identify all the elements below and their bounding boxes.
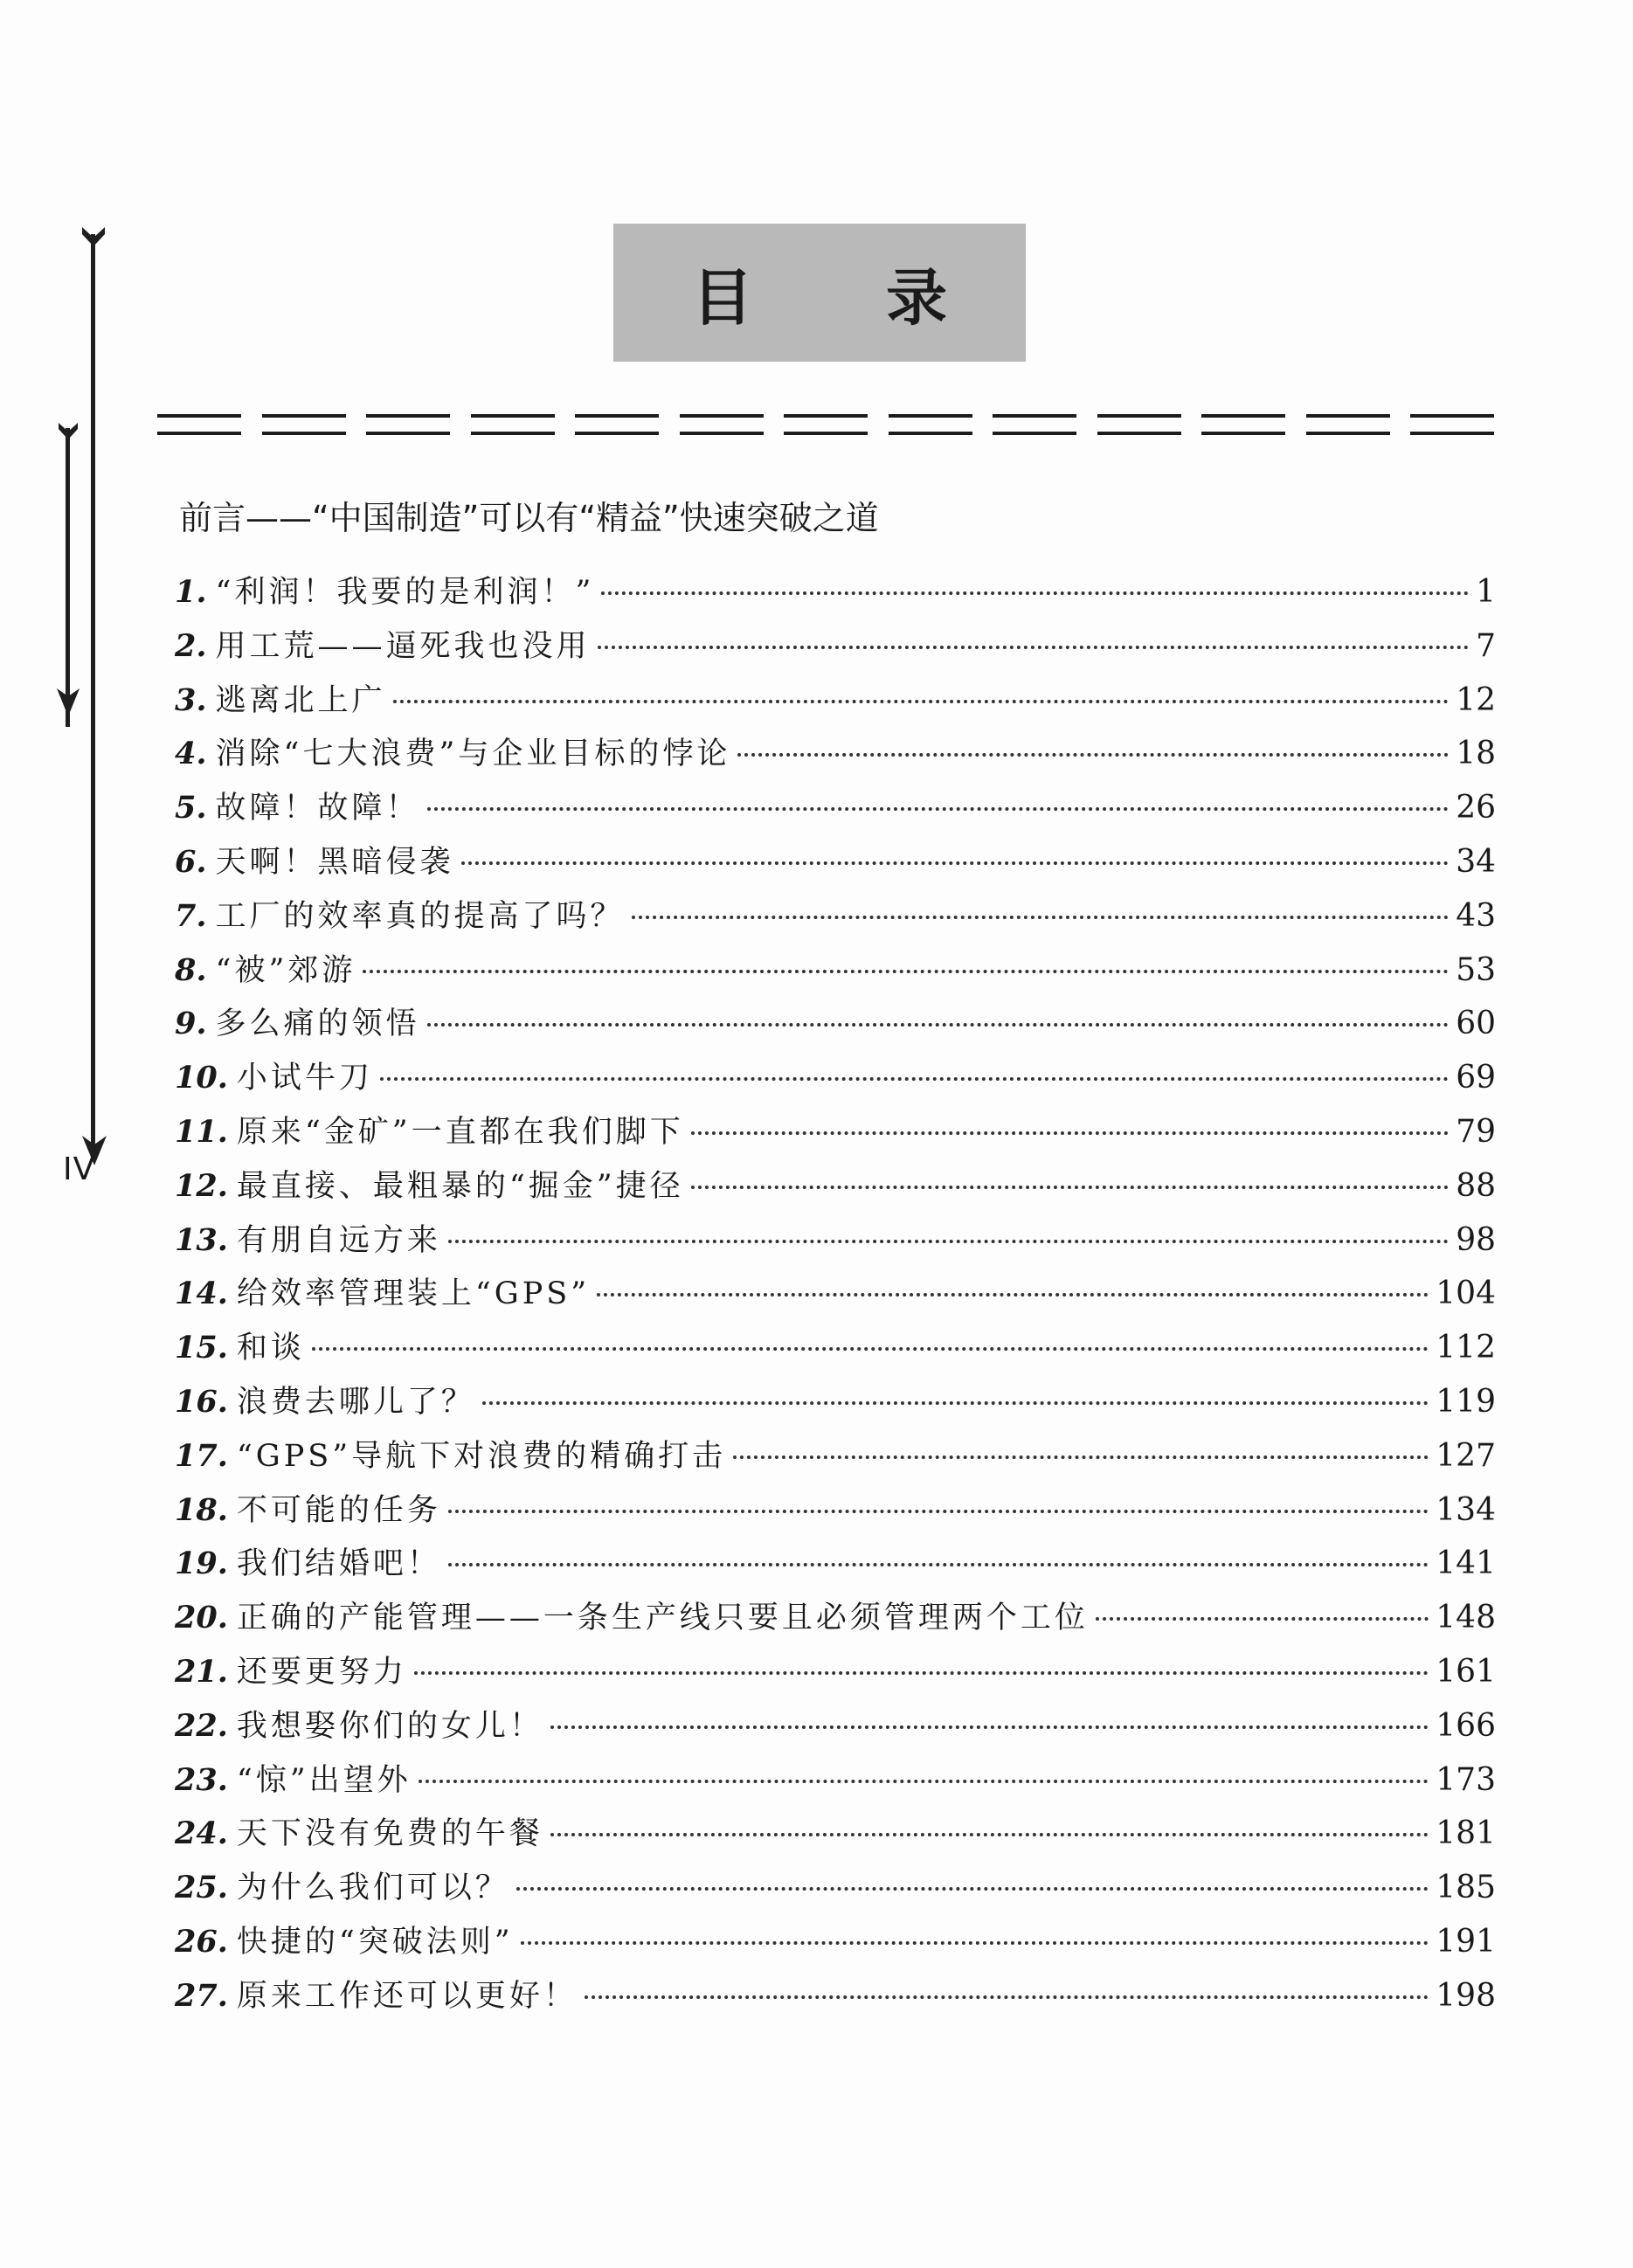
toc-entry-page: 34 [1456,843,1496,880]
toc-entry-title: 天下没有免费的午餐 [236,1816,543,1852]
toc-entry [175,622,1496,676]
toc-entry-title: 还要更努力 [236,1654,407,1690]
dot-leader [1096,1617,1429,1621]
toc-entry-number: 18. [175,1491,228,1528]
toc-entry-number: 8. [175,951,207,988]
toc-entry-number: 4. [175,736,207,772]
arrow-fletching-icon [80,225,107,252]
toc-entry-number: 27. [175,1977,228,2014]
toc-entry-page: 141 [1436,1545,1496,1582]
toc-entry-number: 11. [175,1113,228,1150]
dot-leader [448,1240,1449,1243]
toc-entry-title: “利润！我要的是利润！” [215,575,595,610]
toc-entry-title: 我想娶你们的女儿！ [236,1708,543,1744]
toc-entry-page: 60 [1456,1006,1496,1042]
toc-entry [175,1432,1496,1486]
toc-entry-title: “惊”出望外 [236,1762,412,1798]
toc-entry-page: 69 [1456,1060,1496,1096]
toc-entry-number: 5. [175,790,207,826]
toc-entry-number: 10. [175,1060,228,1096]
toc-entry-title: 给效率管理装上“GPS” [236,1276,591,1312]
toc-entry [175,999,1496,1054]
toc-entry [175,1486,1496,1540]
dot-leader [419,1780,1429,1783]
dot-leader [601,591,1469,595]
toc-entry [175,1054,1496,1108]
toc-entry-page: 161 [1436,1653,1496,1690]
toc-entry-title: 不可能的任务 [236,1492,441,1528]
dot-leader [312,1347,1429,1351]
toc-entry-title: 正确的产能管理——一条生产线只要且必须管理两个工位 [236,1601,1089,1636]
toc-entry-number: 22. [175,1707,228,1744]
toc-entry [175,1539,1496,1594]
dot-leader [550,1833,1429,1836]
toc-entry-page: 79 [1456,1113,1496,1150]
dot-leader [482,1401,1429,1405]
toc-entry [175,1378,1496,1432]
toc-entry [175,838,1496,892]
toc-entry-number: 16. [175,1383,228,1420]
toc-entry-number: 25. [175,1870,228,1906]
toc-entry-page: 191 [1436,1923,1496,1960]
dot-leader [427,1023,1450,1027]
toc-entry-number: 9. [175,1006,207,1042]
table-of-contents [175,568,1496,2026]
toc-entry-page: 98 [1456,1221,1496,1258]
dot-leader [521,1941,1429,1945]
toc-entry-title: 为什么我们可以？ [236,1870,509,1906]
arrow-fletching-icon [57,421,80,444]
toc-entry [175,784,1496,838]
toc-entry-page: 26 [1456,790,1496,826]
toc-entry-title: 消除“七大浪费”与企业目标的悖论 [215,736,731,772]
dot-leader [448,1563,1429,1566]
toc-entry-page: 185 [1436,1870,1496,1906]
toc-entry [175,1809,1496,1863]
toc-entry-page: 88 [1456,1167,1496,1204]
toc-entry-number: 13. [175,1221,228,1258]
dot-leader [461,861,1450,865]
toc-entry-title: 故障！故障！ [215,791,420,826]
dot-leader [427,807,1450,811]
toc-entry [175,1918,1496,1972]
dot-leader [597,1293,1429,1296]
toc-entry-title: 最直接、最粗暴的“掘金”捷径 [236,1168,684,1204]
toc-entry [175,1702,1496,1756]
toc-entry-title: 有朋自远方来 [236,1222,441,1258]
toc-entry [175,1269,1496,1324]
arrow-down-icon [57,688,80,716]
toc-entry [175,946,1496,1000]
toc-entry [175,1972,1496,2026]
toc-entry-title: 逃离北上广 [215,682,386,718]
toc-entry-page: 18 [1456,736,1496,772]
dot-leader [632,916,1450,919]
toc-entry-title: 快捷的“突破法则” [236,1924,514,1960]
page-title: 目 录 [691,261,1004,334]
toc-entry-title: “GPS”导航下对浪费的精确打击 [236,1438,727,1474]
dot-leader [691,1186,1449,1189]
toc-entry-number: 23. [175,1761,228,1798]
toc-entry-number: 17. [175,1437,228,1474]
toc-entry-title: 小试牛刀 [236,1061,373,1096]
toc-entry-page: 181 [1436,1815,1496,1852]
toc-entry-number: 6. [175,843,207,880]
dot-leader [380,1077,1449,1081]
toc-entry-number: 15. [175,1330,228,1366]
toc-entry [175,676,1496,730]
toc-entry-page: 119 [1436,1383,1496,1420]
dot-leader [550,1725,1429,1729]
page-number: IV [63,1151,96,1187]
toc-entry-page: 53 [1456,951,1496,988]
toc-entry-title: “被”郊游 [215,952,356,988]
toc-entry-number: 3. [175,681,207,718]
toc-entry-title: 和谈 [236,1331,305,1366]
margin-arrow-line [66,428,70,727]
dot-leader [448,1510,1429,1513]
toc-entry-title: 我们结婚吧！ [236,1546,441,1582]
toc-entry [175,1863,1496,1918]
toc-entry-number: 1. [175,574,207,610]
dot-leader [363,970,1449,973]
toc-entry-title: 多么痛的领悟 [215,1006,420,1042]
dot-leader [393,700,1450,703]
toc-entry-page: 104 [1436,1276,1496,1312]
toc-entry-number: 20. [175,1600,228,1636]
dot-leader [516,1887,1429,1891]
title-banner [613,224,1026,362]
preface-heading: 前言——“中国制造”可以有“精益”快速突破之道 [179,499,879,537]
toc-entry-number: 24. [175,1815,228,1852]
toc-entry [175,1162,1496,1216]
toc-entry [175,568,1496,622]
toc-entry [175,1108,1496,1162]
dot-leader [733,1456,1429,1459]
toc-entry-page: 166 [1436,1707,1496,1744]
dot-leader [598,646,1470,649]
toc-entry-number: 12. [175,1167,228,1204]
toc-entry [175,729,1496,784]
toc-entry [175,1648,1496,1702]
toc-entry-title: 用工荒——逼死我也没用 [215,628,591,664]
toc-entry-title: 原来“金矿”一直都在我们脚下 [236,1114,684,1150]
toc-entry-number: 14. [175,1276,228,1312]
toc-entry-title: 浪费去哪儿了？ [236,1384,475,1420]
toc-entry-page: 148 [1436,1600,1496,1636]
toc-entry-number: 21. [175,1653,228,1690]
margin-arrow-line [91,234,95,1151]
toc-entry [175,1594,1496,1648]
toc-entry-page: 7 [1476,627,1496,664]
dot-leader [737,753,1449,757]
decorative-divider [157,411,1494,439]
toc-entry-number: 7. [175,897,207,934]
toc-entry [175,892,1496,946]
dot-leader [691,1131,1449,1135]
toc-entry-title: 工厂的效率真的提高了吗？ [215,898,625,934]
toc-entry-page: 198 [1436,1977,1496,2014]
toc-entry-page: 112 [1436,1330,1496,1366]
toc-entry-page: 127 [1436,1437,1496,1474]
toc-entry-number: 26. [175,1923,228,1960]
toc-entry-page: 43 [1456,897,1496,934]
toc-entry [175,1756,1496,1810]
toc-entry-title: 天啊！黑暗侵袭 [215,844,454,880]
toc-entry-page: 12 [1456,681,1496,718]
toc-entry-page: 173 [1436,1761,1496,1798]
toc-entry-page: 134 [1436,1491,1496,1528]
toc-entry-number: 19. [175,1545,228,1582]
toc-entry-number: 2. [175,627,207,664]
toc-entry [175,1324,1496,1378]
toc-entry [175,1216,1496,1270]
toc-entry-title: 原来工作还可以更好！ [236,1978,578,2014]
toc-entry-page: 1 [1476,574,1496,610]
dot-leader [585,1995,1429,1999]
dot-leader [414,1671,1429,1675]
